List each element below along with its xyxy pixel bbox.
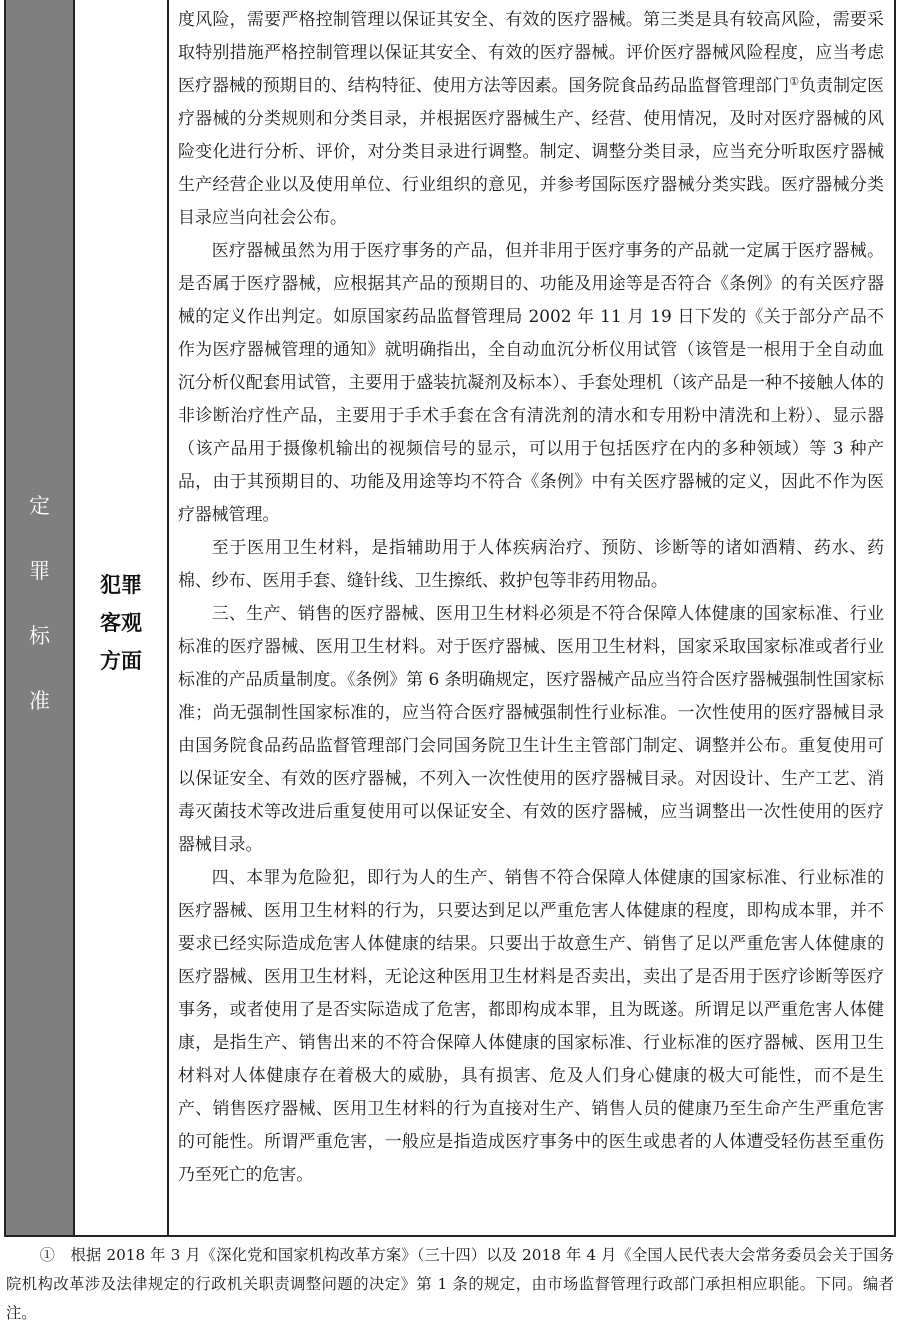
category-char: 准 [29,689,50,713]
paragraph: 至于医用卫生材料，是指辅助用于人体疾病治疗、预防、诊断等的诸如酒精、药水、药棉、纱布、医用手套、缝针线、卫生擦纸、救护包等非药用物品。 [178,537,884,590]
subcategory-line: 方面 [100,649,142,673]
subcategory-column [75,0,169,1235]
category-label [6,474,73,734]
subcategory-line: 客观 [100,611,142,635]
footnote: ① 根据 2018 年 3 月《深化党和国家机构改革方案》（三十四）以及 2018 年 4 月《全国人民代表大会常务委员会关于国务院机构改革涉及法律规定的行政机关职责调整问题的决定》第 1 条的规定，由市场监督管理行政部门承担相应职能。下同。编者注。 [6,1246,894,1322]
category-char: 定 [29,494,50,518]
category-char: 罪 [29,559,50,583]
paragraph-text: 负责制定医疗器械的分类规则和分类目录，并根据医疗器械生产、经营、使用情况，及时对医疗器械的风险变化进行分析、评价，对分类目录进行调整。制定、调整分类目录，应当充分听取医疗器械生产经营企业以及使用单位、行业组织的意见，并参考国际医疗器械分类实践。医疗器械分类目录应当向社会公布。 [178,75,884,227]
paragraph-text: 度风险，需要严格控制管理以保证其安全、有效的医疗器械。第三类是具有较高风险，需要采取特别措施严格控制管理以保证其安全、有效的医疗器械。评价医疗器械风险程度，应当考虑医疗器械的预期目的、结构特征、使用方法等因素。国务院食品药品监督管理部门 [178,9,884,95]
paragraph: 医疗器械虽然为用于医疗事务的产品，但并非用于医疗事务的产品就一定属于医疗器械。是否属于医疗器械，应根据其产品的预期目的、功能及用途等是否符合《条例》的有关医疗器械的定义作出判定。如原国家药品监督管理局 2002 年 11 月 19 日下发的《关于部分产品不作为医疗器械管理的通知》就明确指出，全自动血沉分析仪用试管（该管是一根用于全自动血沉分析仪配套用试管，主要用于盛装抗凝剂及标本）、手套处理机（该产品是一种不接触人体的非诊断治疗性产品，主要用于手术手套在含有清洗剂的清水和专用粉中清洗和上粉）、显示器（该产品用于摄像机输出的视频信号的显示，可以用于包括医疗在内的多种领域）等 3 种产品，由于其预期目的、功能及用途等均不符合《条例》中有关医疗器械的定义，因此不作为医疗器械管理。 [178,240,884,524]
body-text [178,3,884,1191]
category-column [6,0,75,1235]
subcategory-line: 犯罪 [100,573,142,597]
paragraph: 三、生产、销售的医疗器械、医用卫生材料必须是不符合保障人体健康的国家标准、行业标准的医疗器械、医用卫生材料。对于医疗器械、医用卫生材料，国家采取国家标准或者行业标准的产品质量制度。《条例》第 6 条明确规定，医疗器械产品应当符合医疗器械强制性国家标准；尚无强制性国家标准的，应当符合医疗器械强制性行业标准。一次性使用的医疗器械目录由国务院食品药品监督管理部门会同国务院卫生计生主管部门制定、调整并公布。重复使用可以保证安全、有效的医疗器械，不列入一次性使用的医疗器械目录。对因设计、生产工艺、消毒灭菌技术等改进后重复使用可以保证安全、有效的医疗器械，应当调整出一次性使用的医疗器械目录。 [178,603,884,854]
footnote-marker: ① [789,75,800,88]
paragraph: 四、本罪为危险犯，即行为人的生产、销售不符合保障人体健康的国家标准、行业标准的医疗器械、医用卫生材料的行为，只要达到足以严重危害人体健康的程度，即构成本罪，并不要求已经实际造成危害人体健康的结果。只要出于故意生产、销售了足以严重危害人体健康的医疗器械、医用卫生材料，无论这种医用卫生材料是否卖出，卖出了是否用于医疗诊断等医疗事务，或者使用了是否实际造成了危害，都即构成本罪，且为既遂。所谓足以严重危害人体健康，是指生产、销售出来的不符合保障人体健康的国家标准、行业标准的医疗器械、医用卫生材料对人体健康存在着极大的威胁，具有损害、危及人们身心健康的极大可能性，而不是生产、销售医疗器械、医用卫生材料的行为直接对生产、销售人员的健康乃至生命产生严重危害的可能性。所谓严重危害，一般应是指造成医疗事务中的医生或患者的人体遭受轻伤甚至重伤乃至死亡的危害。 [178,867,884,1184]
subcategory-label [75,566,167,680]
paragraph [178,3,884,234]
category-char: 标 [29,624,50,648]
